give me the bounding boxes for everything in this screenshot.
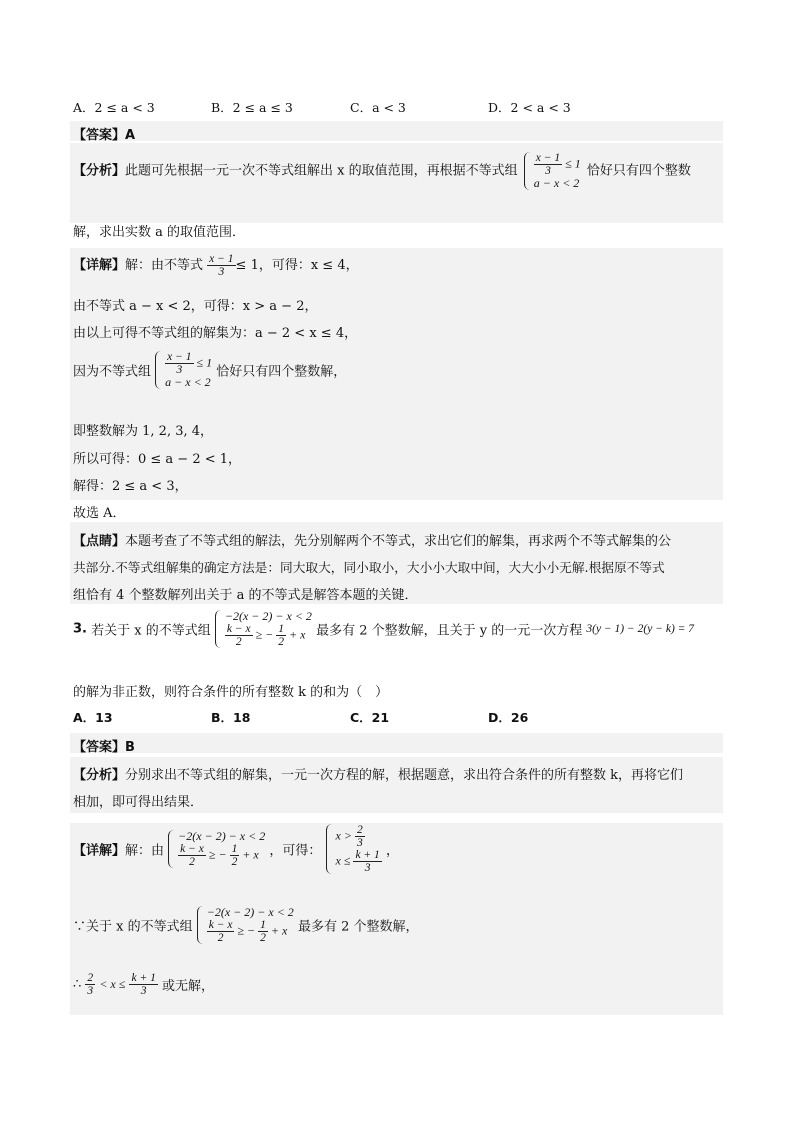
q3-analysis-line1: 【分析】分别求出不等式组的解集，一元一次方程的解，根据题意，求出符合条件的所有整数 k，再将它们 xyxy=(73,768,684,783)
q2-option-c: C．a < 3 xyxy=(350,100,406,115)
equation: 3(y − 1) − 2(y − k) = 7 xyxy=(586,623,695,636)
inequality-system-2: −2(x − 2) − x < 2 $\frac{k - x}{2}$ ≥ − $\frac{1}{2}$ + x xyxy=(215,610,312,648)
solution-system: x > $\frac{2}{3}$ x ≤ $\frac{k + 1}{3}$ xyxy=(326,824,382,874)
fraction: $\frac{x - 1}{3}$ xyxy=(209,253,234,279)
system-row: a − x < 2 xyxy=(533,176,580,191)
q2-detail-line8: 故选 A． xyxy=(73,506,126,521)
q2-detail-line7: 解得：2 ≤ a < 3， xyxy=(73,479,188,494)
inequality-system-1-repeat: $\frac{x - 1}{3}$ ≤ 1 a − x < 2 xyxy=(155,351,212,389)
answer-band-q2 xyxy=(70,121,723,141)
inequality-system-2-repeat-2: −2(x − 2) − x < 2 $\frac{k - x}{2}$ ≥ − $\frac{1}{2}$ + x xyxy=(197,906,294,944)
q2-option-d: D．2 < a < 3 xyxy=(488,100,571,115)
fraction: $\frac{k + 1}{3}$ xyxy=(131,972,156,998)
analysis-tag: 【分析】 xyxy=(73,768,126,783)
q2-detail-line3: 由以上可得不等式组的解集为：a − 2 < x ≤ 4， xyxy=(73,326,358,341)
q2-option-b: B．2 ≤ a ≤ 3 xyxy=(211,100,293,115)
system-brace xyxy=(197,906,205,944)
q2-analysis-line2: 解，求出实数 a 的取值范围． xyxy=(73,225,246,240)
q2-option-a: A．2 ≤ a < 3 xyxy=(73,100,155,115)
analysis-tail: 恰好只有四个整数 xyxy=(586,163,691,179)
q3-option-b: B．18 xyxy=(211,710,251,725)
system-brace xyxy=(168,830,176,868)
q3-stem-line2: 的解为非正数，则符合条件的所有整数 k 的和为（ ） xyxy=(73,685,389,700)
analysis-text: 此题可先根据一元一次不等式组解出 x 的取值范围，再根据不等式组 xyxy=(125,163,518,179)
system-brace xyxy=(155,351,163,389)
q2-comment-line3: 组恰有 4 个整数解列出关于 a 的不等式是解答本题的关键． xyxy=(73,588,418,603)
system-brace xyxy=(524,152,532,190)
q2-detail-line1: 【详解】解：由不等式 $\frac{x - 1}{3}$ ≤ 1，可得：x ≤ 4， xyxy=(73,253,359,279)
q3-option-c: C．21 xyxy=(350,710,390,725)
system-brace xyxy=(326,824,334,874)
system-brace xyxy=(215,610,223,648)
q2-analysis-line1 xyxy=(73,152,691,190)
q2-detail-line6: 所以可得：0 ≤ a − 2 < 1， xyxy=(73,452,242,467)
inequality-system-2-repeat: −2(x − 2) − x < 2 $\frac{k - x}{2}$ ≥ − $\frac{1}{2}$ + x xyxy=(168,830,265,868)
q3-stem-line1: 3. 若关于 x 的不等式组 −2(x − 2) − x < 2 $\frac{k - x}{2}$ ≥ − $\frac{1}{2}$ + x 最多有 2 个整数解，且关于 y 的一元一次方程 3(y − 1) − 2(y − k) = 7 xyxy=(73,609,695,649)
q3-option-d: D．26 xyxy=(488,710,529,725)
q2-detail-line2: 由不等式 a − x < 2，可得：x > a − 2， xyxy=(73,299,318,314)
q3-option-a: A．13 xyxy=(73,710,113,725)
q3-detail-line1: 【详解】解：由 −2(x − 2) − x < 2 $\frac{k - x}{2}$ ≥ − $\frac{1}{2}$ + x ，可得： x > $\frac{2}{3}$ x ≤ $\frac{k + 1}{3}$ ， xyxy=(73,824,399,875)
question-number: 3. xyxy=(73,621,87,637)
q2-comment-line2: 共部分.不等式组解集的确定方法是：同大取大，同小取小，大小小大取中间，大大小小无解.根据原不等式 xyxy=(73,560,665,575)
q2-detail-line5: 即整数解为 1, 2, 3, 4， xyxy=(73,424,214,439)
detail-tag: 【详解】 xyxy=(73,843,126,859)
fraction: $\frac{x - 1}{3}$ xyxy=(535,152,561,178)
q3-answer: 【答案】B xyxy=(73,740,135,755)
q3-detail-line2: ∵关于 x 的不等式组 −2(x − 2) − x < 2 $\frac{k - x}{2}$ ≥ − $\frac{1}{2}$ + x 最多有 2 个整数解， xyxy=(73,905,419,945)
analysis-tag: 【分析】 xyxy=(73,163,126,179)
fraction: $\frac{2}{3}$ xyxy=(87,972,94,998)
inequality-system-1 xyxy=(524,152,581,190)
q3-analysis-line2: 相加，即可得出结果． xyxy=(73,795,204,810)
detail-tag: 【详解】 xyxy=(73,258,126,274)
system-row: $\frac{x - 1}{3}$ ≤ 1 xyxy=(535,152,581,178)
answer-band-q3 xyxy=(70,733,723,753)
q2-comment-line1: 【点睛】本题考查了不等式组的解法，先分别解两个不等式，求出它们的解集，再求两个不等式解集的公 xyxy=(73,534,672,549)
comment-tag: 【点睛】 xyxy=(73,534,126,549)
q2-detail-line4: 因为不等式组 $\frac{x - 1}{3}$ ≤ 1 a − x < 2 恰好只有四个整数解， xyxy=(73,351,347,390)
q2-answer: 【答案】A xyxy=(73,128,136,143)
q3-detail-line3: ∴ $\frac{2}{3}$ < x ≤ $\frac{k + 1}{3}$ 或无解， xyxy=(73,972,214,998)
